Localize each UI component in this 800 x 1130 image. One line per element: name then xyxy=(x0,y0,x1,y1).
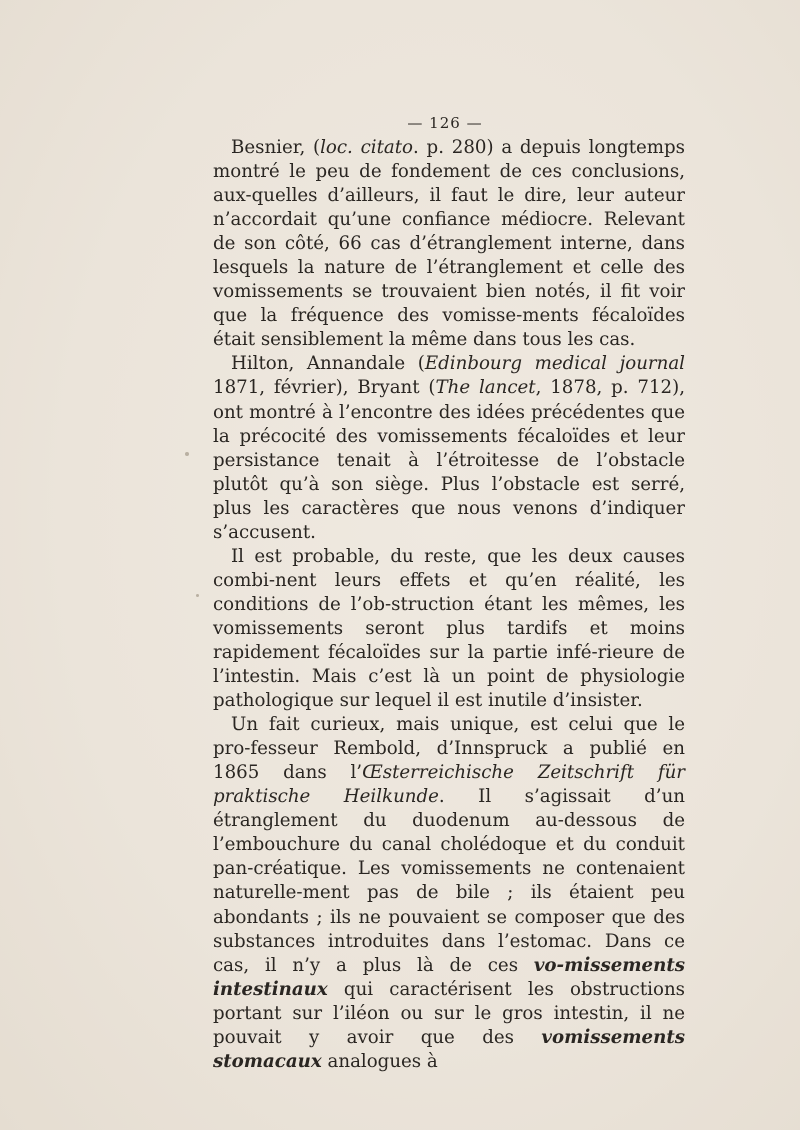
italic-run: Œsterreichische Zeitschrift für praktische Heilkunde xyxy=(213,762,685,808)
text-run: Il est probable, du reste, que les deux causes combi-nent leurs effets et qu’en réalité, les conditions de l’ob-struction étant les mêmes, les vomissements seront plus tardifs et moins rapidement fécaloïdes sur la partie infé-rieure de l’intestin. Mais c’est là un point de physiologie pathologique sur lequel il est inutile d’insister. xyxy=(213,545,685,712)
body-text xyxy=(213,136,685,1074)
text-run: . Il s’agissait d’un étranglement du duodenum au-dessous de l’embouchure du canal cholédoque et du conduit pan-créatique. Les vomissements ne contenaient naturelle-ment pas de bile ; ils étaient peu abondants ; ils ne pouvaient se composer que des substances introduites dans l’estomac. Dans ce cas, il n’y a plus là de ces xyxy=(213,786,685,976)
text-run: 1871, février), Bryant ( xyxy=(213,377,436,399)
paragraph-2 xyxy=(213,352,685,544)
paragraph-4 xyxy=(213,713,685,1074)
paragraph-1 xyxy=(213,136,685,352)
text-run: analogues à xyxy=(321,1050,438,1072)
paragraph-3 xyxy=(213,545,685,713)
page-number: — 126 — xyxy=(407,114,483,132)
text-run: Hilton, Annandale ( xyxy=(231,353,425,375)
italic-run: vomissements stomacaux xyxy=(213,1026,685,1072)
italic-run: vo-missements intestinaux xyxy=(213,954,685,1000)
paper-speck xyxy=(185,452,189,456)
text-run: . p. 280) a depuis longtemps montré le peu de fondement de ces conclusions, aux-quelles d’ailleurs, il faut le dire, leur auteur n’accordait qu’une confiance médiocre. Relevant de son côté, 66 cas d’étranglement interne, dans lesquels la nature de l’étranglement et celle des vomissements se trouvaient bien notés, il fit voir que la fréquence des vomisse-ments fécaloïdes était sensiblement la même dans tous les cas. xyxy=(213,137,686,351)
italic-run: Edinbourg medical journal xyxy=(424,353,685,375)
text-run: , 1878, p. 712), ont montré à l’encontre des idées précédentes que la précocité des vomissements fécaloïdes et leur persistance tenait à l’étroitesse de l’obstacle plutôt qu’à son siège. Plus l’obstacle est serré, plus les caractères que nous venons d’indiquer s’accusent. xyxy=(213,377,685,543)
italic-run: loc. citato xyxy=(320,137,414,158)
paper-speck xyxy=(196,594,199,597)
italic-run: The lancet xyxy=(435,377,536,399)
text-run: Un fait curieux, mais unique, est celui que le pro-fesseur Rembold, d’Innspruck a publié en 1865 dans l’ xyxy=(213,714,685,784)
text-run: Besnier, ( xyxy=(231,137,321,158)
text-run: qui caractérisent les obstructions portant sur l’iléon ou sur le gros intestin, il ne pouvait y avoir que des xyxy=(213,978,685,1048)
